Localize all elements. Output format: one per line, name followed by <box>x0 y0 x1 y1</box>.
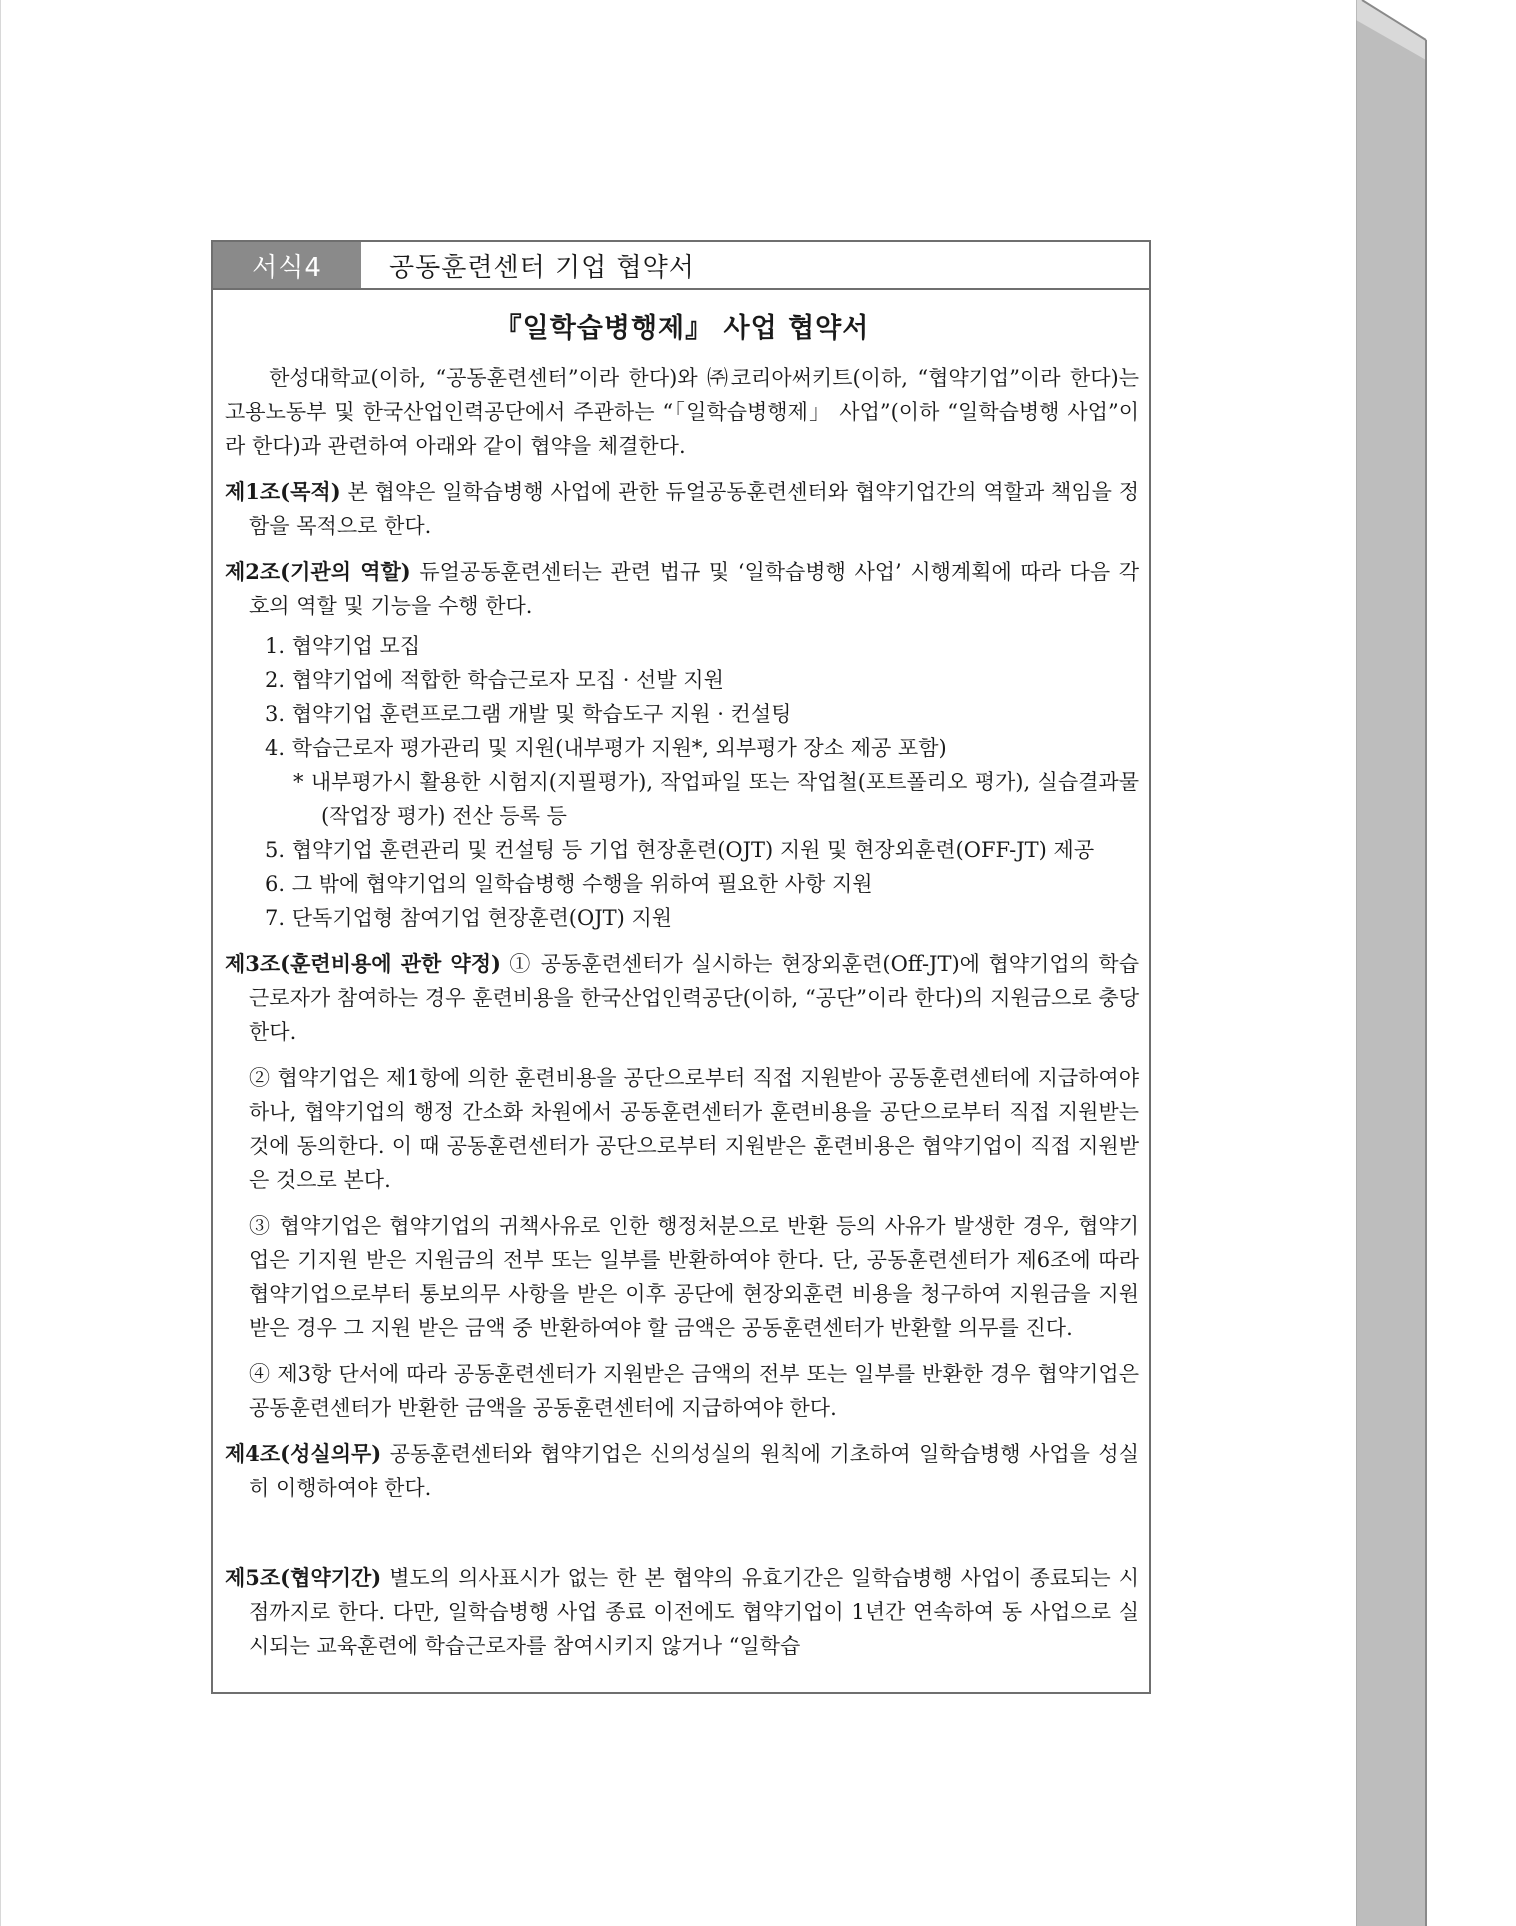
list-item: 1. 협약기업 모집 <box>265 634 421 658</box>
article-2-text: 듀얼공동훈련센터는 관련 법규 및 ‘일학습병행 사업’ 시행계획에 따라 다음 각 호의 역할 및 기능을 수행 한다. <box>249 560 1140 618</box>
form-frame <box>211 240 1151 1694</box>
article-3-paragraph-3: ③ 협약기업은 협약기업의 귀책사유로 인한 행정처분으로 반환 등의 사유가 발생한 경우, 협약기업은 기지원 받은 지원금의 전부 또는 일부를 반환하여야 한다. 단, 공동훈련센터가 제6조에 따라 협약기업으로부터 통보의무 사항을 받은 이후 공단에 현장외훈련 비용을 청구하여 지원금을 지원 받은 경우 그 지원 받은 금액 중 반환하여야 할 금액은 공동훈련센터가 반환할 의무를 진다. <box>249 1214 1139 1340</box>
form-title: 공동훈련센터 기업 협약서 <box>389 252 695 283</box>
article-3-paragraph-2: ② 협약기업은 제1항에 의한 훈련비용을 공단으로부터 직접 지원받아 공동훈련센터에 지급하여야 하나, 협약기업의 행정 간소화 차원에서 공동훈련센터가 훈련비용을 공단으로부터 직접 지원받는 것에 동의한다. 이 때 공동훈련센터가 공단으로부터 지원받은 훈련비용은 협약기업이 직접 지원받은 것으로 본다. <box>249 1066 1139 1192</box>
form-header <box>213 242 1149 290</box>
article-2-heading: 제2조(기관의 역할) <box>225 559 411 584</box>
list-item-note: * 내부평가시 활용한 시험지(지필평가), 작업파일 또는 작업철(포트폴리오 평가), 실습결과물(작업장 평가) 전산 등록 등 <box>293 770 1139 828</box>
article-5-text: 별도의 의사표시가 없는 한 본 협약의 유효기간은 일학습병행 사업이 종료되는 시점까지로 한다. 다만, 일학습병행 사업 종료 이전에도 협약기업이 1년간 연속하여 동 사업으로 실시되는 교육훈련에 학습근로자를 참여시키지 않거나 “일학습 <box>249 1566 1139 1658</box>
article-4-text: 공동훈련센터와 협약기업은 신의성실의 원칙에 기초하여 일학습병행 사업을 성실히 이행하여야 한다. <box>249 1442 1139 1500</box>
article-1-text: 본 협약은 일학습병행 사업에 관한 듀얼공동훈련센터와 협약기업간의 역할과 책임을 정함을 목적으로 한다. <box>249 480 1139 538</box>
list-item: 4. 학습근로자 평가관리 및 지원(내부평가 지원*, 외부평가 장소 제공 포함) <box>265 736 947 760</box>
article-1-heading: 제1조(목적) <box>225 479 341 504</box>
intro-paragraph: 한성대학교(이하, “공동훈련센터”이라 한다)와 ㈜코리아써키트(이하, “협약기업”이라 한다)는 고용노동부 및 한국산업인력공단에서 주관하는 “「일학습병행제」 사업”(이하 “일학습병행 사업”이라 한다)과 관련하여 아래와 같이 협약을 체결한다. <box>225 366 1139 458</box>
article-4 <box>225 1437 1139 1505</box>
article-2-items <box>225 629 1139 935</box>
article-4-heading: 제4조(성실의무) <box>225 1441 382 1466</box>
article-3-paragraph-4: ④ 제3항 단서에 따라 공동훈련센터가 지원받은 금액의 전부 또는 일부를 반환한 경우 협약기업은 공동훈련센터가 반환한 금액을 공동훈련센터에 지급하여야 한다. <box>249 1362 1139 1420</box>
list-item: 3. 협약기업 훈련프로그램 개발 및 학습도구 지원 · 컨설팅 <box>265 702 792 726</box>
article-3 <box>225 947 1139 1049</box>
list-item: 2. 협약기업에 적합한 학습근로자 모집 · 선발 지원 <box>265 668 724 692</box>
list-item: 6. 그 밖에 협약기업의 일학습병행 수행을 위하여 필요한 사항 지원 <box>265 872 873 896</box>
list-item: 5. 협약기업 훈련관리 및 컨설팅 등 기업 현장훈련(OJT) 지원 및 현장외훈련(OFF-JT) 제공 <box>265 838 1095 862</box>
article-3-heading: 제3조(훈련비용에 관한 약정) <box>225 951 501 976</box>
page-stack-edge <box>1356 0 1446 1926</box>
form-tag: 서식4 <box>213 242 361 288</box>
article-3-text: ① 공동훈련센터가 실시하는 현장외훈련(Off-JT)에 협약기업의 학습근로자가 참여하는 경우 훈련비용을 한국산업인력공단(이하, “공단”이라 한다)의 지원금으로 충당한다. <box>249 952 1139 1044</box>
list-item: 7. 단독기업형 참여기업 현장훈련(OJT) 지원 <box>265 906 673 930</box>
article-1 <box>225 475 1139 543</box>
article-2 <box>225 555 1139 623</box>
article-5-heading: 제5조(협약기간) <box>225 1565 382 1590</box>
article-5 <box>225 1561 1139 1663</box>
document-title: 『일학습병행제』 사업 협약서 <box>494 313 870 344</box>
form-content <box>213 290 1149 1663</box>
